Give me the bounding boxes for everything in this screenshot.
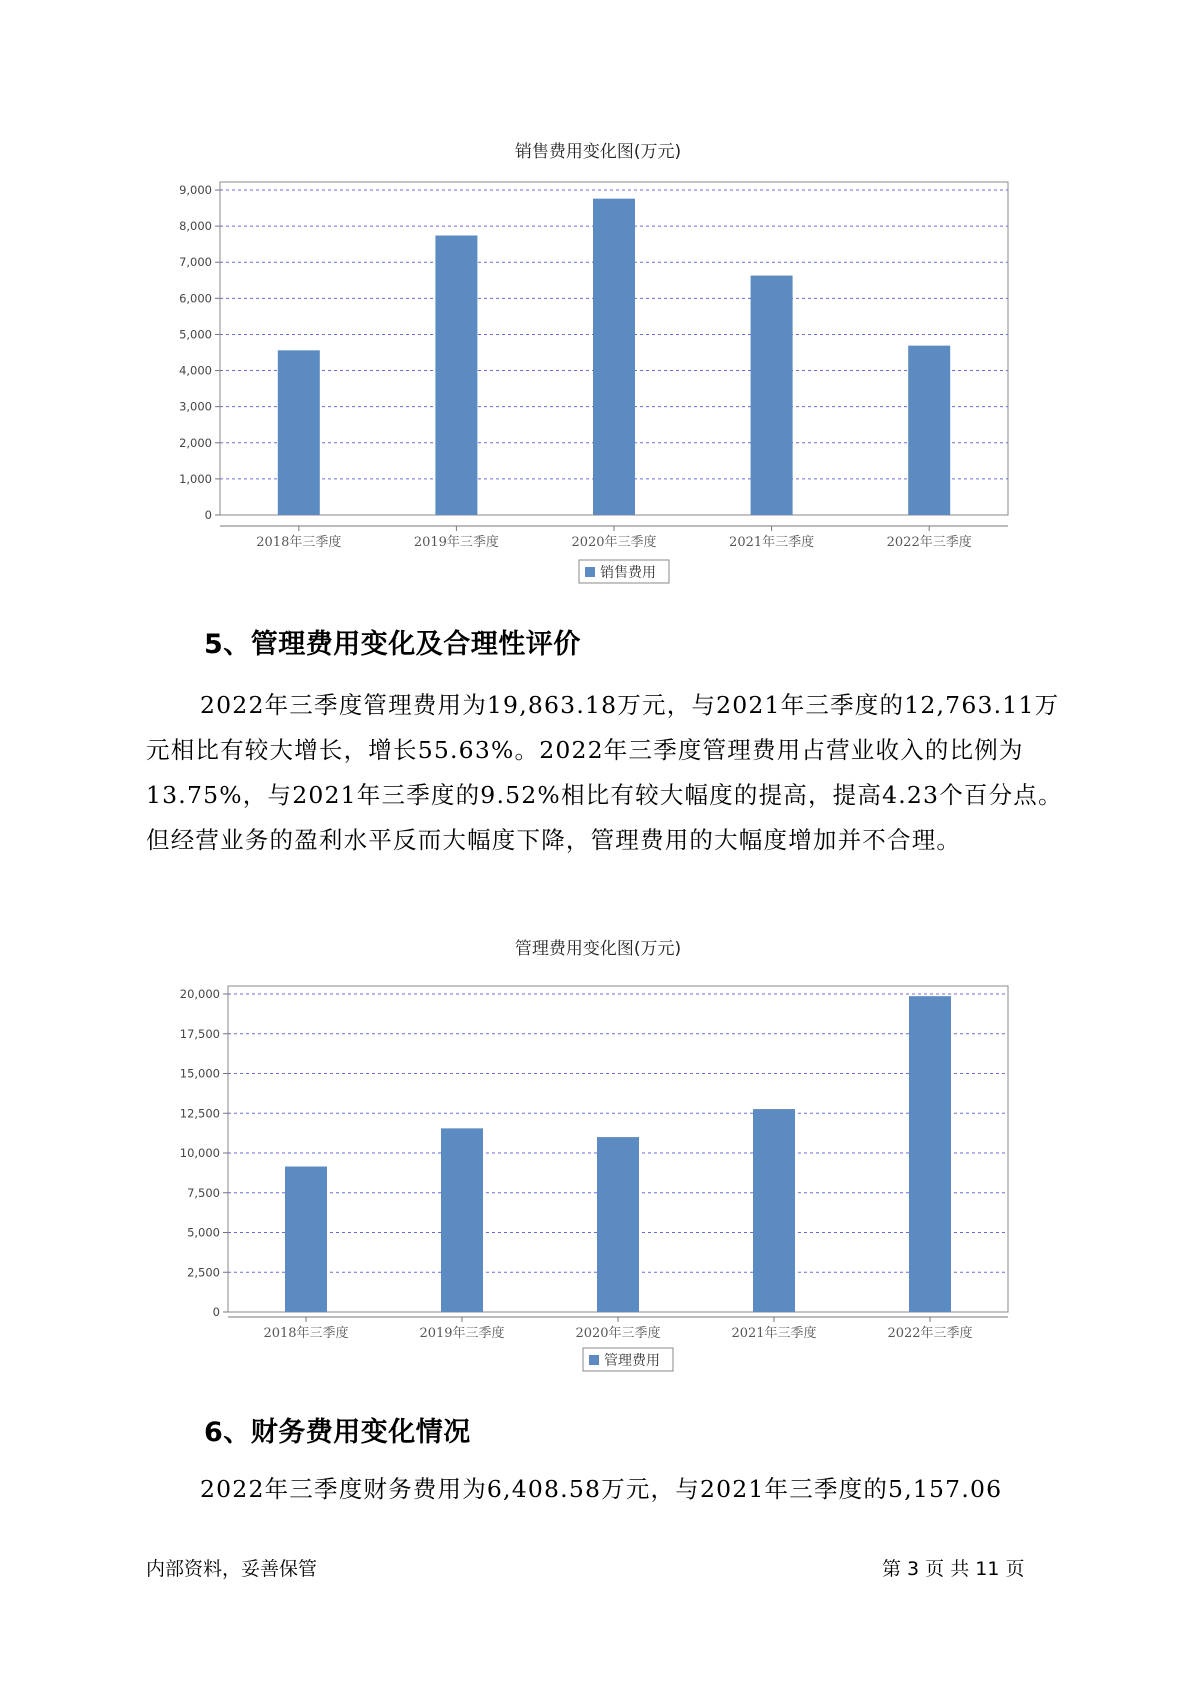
y-tick-label: 0: [212, 1305, 220, 1319]
legend-swatch: [585, 567, 595, 577]
bar: [285, 1167, 327, 1312]
y-tick-label: 7,500: [187, 1185, 220, 1200]
x-tick-label: 2019年三季度: [413, 535, 499, 550]
section-heading-management-expense: 5、管理费用变化及合理性评价: [204, 629, 581, 660]
bar: [908, 346, 950, 515]
section-heading-finance-expense: 6、财务费用变化情况: [204, 1417, 471, 1448]
finance-expense-paragraph: 2022年三季度财务费用为6,408.58万元，与2021年三季度的5,157.06: [200, 1475, 1003, 1503]
footer-confidential-note: 内部资料，妥善保管: [146, 1558, 318, 1580]
chart-title: 管理费用变化图(万元): [514, 939, 682, 959]
x-tick-label: 2018年三季度: [263, 1326, 349, 1341]
management-expense-paragraph: 2022年三季度管理费用为19,863.18万元，与2021年三季度的12,763.11万元相比有较大增长，增长55.63%。2022年三季度管理费用占营业收入的比例为13.75%，与2021年三季度的9.52%相比有较大幅度的提高，提高4.23个百分点。但经营业务的盈利水平反而大幅度下降，管理费用的大幅度增加并不合理。: [146, 691, 1063, 854]
y-tick-label: 5,000: [179, 327, 212, 342]
y-tick-label: 6,000: [179, 291, 212, 306]
x-tick-label: 2022年三季度: [886, 535, 972, 550]
x-tick-label: 2020年三季度: [575, 1326, 661, 1341]
management-expense-chart-svg: [0, 927, 1191, 1387]
x-tick-label: 2019年三季度: [419, 1326, 505, 1341]
x-tick-label: 2021年三季度: [729, 535, 815, 550]
bar: [435, 236, 477, 516]
y-tick-label: 3,000: [179, 399, 212, 414]
y-tick-label: 4,000: [179, 363, 212, 378]
legend-swatch: [589, 1355, 599, 1365]
sales-expense-chart-svg: [0, 130, 1191, 600]
y-tick-label: 12,500: [179, 1106, 220, 1121]
x-tick-label: 2018年三季度: [256, 535, 342, 550]
bar: [593, 199, 635, 515]
legend-label: 管理费用: [604, 1353, 660, 1369]
bar: [753, 1109, 795, 1312]
y-tick-label: 20,000: [179, 987, 220, 1001]
y-tick-label: 5,000: [187, 1225, 220, 1240]
y-tick-label: 15,000: [179, 1066, 220, 1081]
bar: [441, 1128, 483, 1312]
y-tick-label: 0: [204, 508, 212, 522]
bar: [597, 1137, 639, 1312]
bar: [278, 350, 320, 515]
y-tick-label: 9,000: [179, 183, 212, 197]
chart-title: 销售费用变化图(万元): [514, 142, 682, 162]
sales-expense-chart: [0, 130, 1191, 600]
y-tick-label: 1,000: [179, 471, 212, 486]
y-tick-label: 2,500: [187, 1265, 220, 1280]
y-tick-label: 17,500: [179, 1026, 220, 1041]
legend-label: 销售费用: [600, 565, 656, 581]
management-expense-chart: [0, 927, 1191, 1387]
y-tick-label: 10,000: [179, 1146, 220, 1160]
bar: [909, 996, 951, 1312]
x-tick-label: 2021年三季度: [731, 1326, 817, 1341]
footer-page-number: 第 3 页 共 11 页: [882, 1558, 1025, 1580]
y-tick-label: 2,000: [179, 435, 212, 450]
x-tick-label: 2022年三季度: [887, 1326, 973, 1341]
y-tick-label: 8,000: [179, 219, 212, 234]
bar: [751, 276, 793, 515]
y-tick-label: 7,000: [179, 255, 212, 270]
x-tick-label: 2020年三季度: [571, 535, 657, 550]
